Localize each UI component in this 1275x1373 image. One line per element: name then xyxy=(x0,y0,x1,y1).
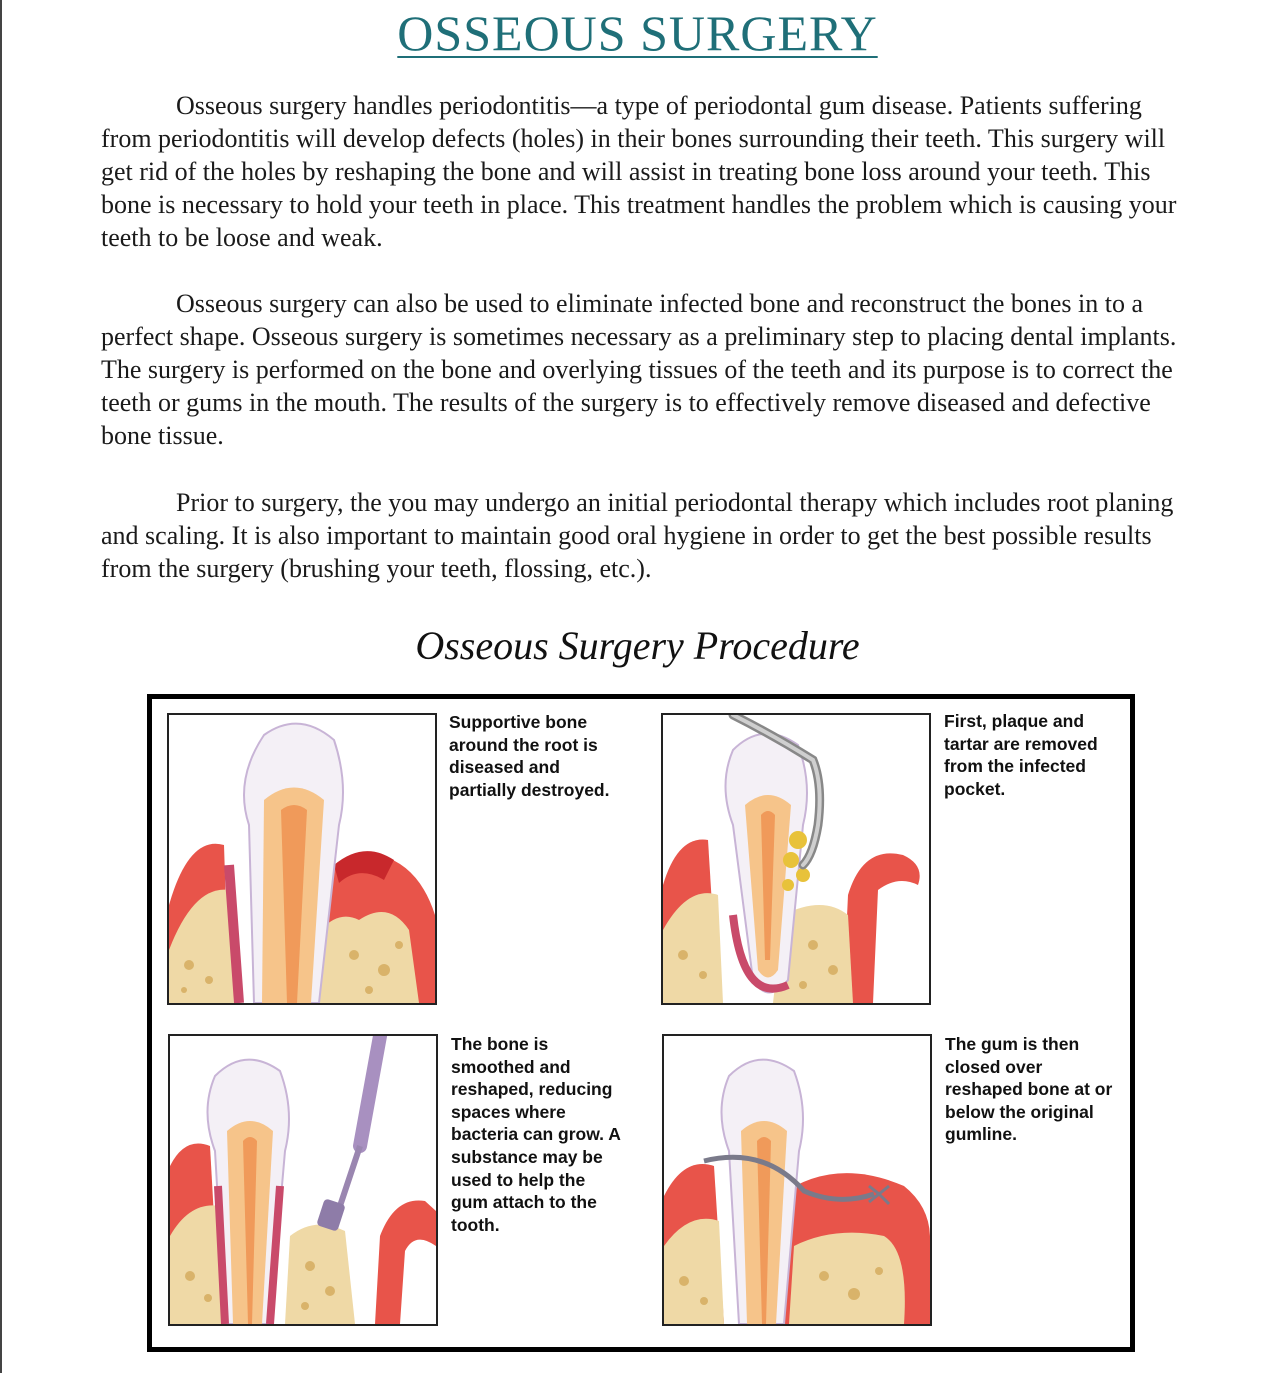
step-4-illustration xyxy=(662,1034,932,1326)
page-left-border xyxy=(0,0,2,1373)
purpose-paragraph: Osseous surgery can also be used to eliminate infected bone and reconstruct the bones in to a perfect shape. Osseous surgery is sometimes necessary as a preliminary step to placing dental implants. The surgery is performed on the bone and overlying tissues of the teeth and its purpose is to correct the teeth or gums in the mouth. The results of the surgery is to effectively remove diseased and defective bone tissue. xyxy=(101,289,1177,450)
bone-reshaping-image xyxy=(170,1036,436,1324)
step-1-illustration xyxy=(167,713,437,1005)
step-1-caption: Supportive bone around the root is diseased and partially destroyed. xyxy=(449,712,610,800)
scaling-image xyxy=(663,715,929,1003)
step-4-caption: The gum is then closed over reshaped bone at or below the original gumline. xyxy=(945,1034,1113,1145)
intro-paragraph: Osseous surgery handles periodontitis—a type of periodontal gum disease. Patients suffering from periodontitis will develop defects (holes) in their bones surrounding their teeth. This surgery will get rid of the holes by reshaping the bone and will assist in treating bone loss around your teeth. This bone is necessary to hold your teeth in place. This treatment handles the problem which is causing your teeth to be loose and weak. xyxy=(101,91,1177,252)
page-title xyxy=(0,4,1275,62)
step-3-illustration xyxy=(168,1034,438,1326)
step-2-caption: First, plaque and tartar are removed from the infected pocket. xyxy=(944,711,1098,799)
procedure-title: Osseous Surgery Procedure xyxy=(415,623,860,668)
gum-closure-image xyxy=(664,1036,930,1324)
diseased-bone-image xyxy=(169,715,435,1003)
preparation-paragraph: Prior to surgery, the you may undergo an initial periodontal therapy which includes root planing and scaling. It is also important to maintain good oral hygiene in order to get the best possible results from the surgery (brushing your teeth, flossing, etc.). xyxy=(101,488,1174,583)
step-3-caption: The bone is smoothed and reshaped, reducing spaces where bacteria can grow. A substance may be used to help the gum attach to the tooth. xyxy=(451,1034,621,1235)
page-title-text: OSSEOUS SURGERY xyxy=(397,5,878,61)
step-2-illustration xyxy=(661,713,931,1005)
procedure-figure xyxy=(147,694,1135,1352)
